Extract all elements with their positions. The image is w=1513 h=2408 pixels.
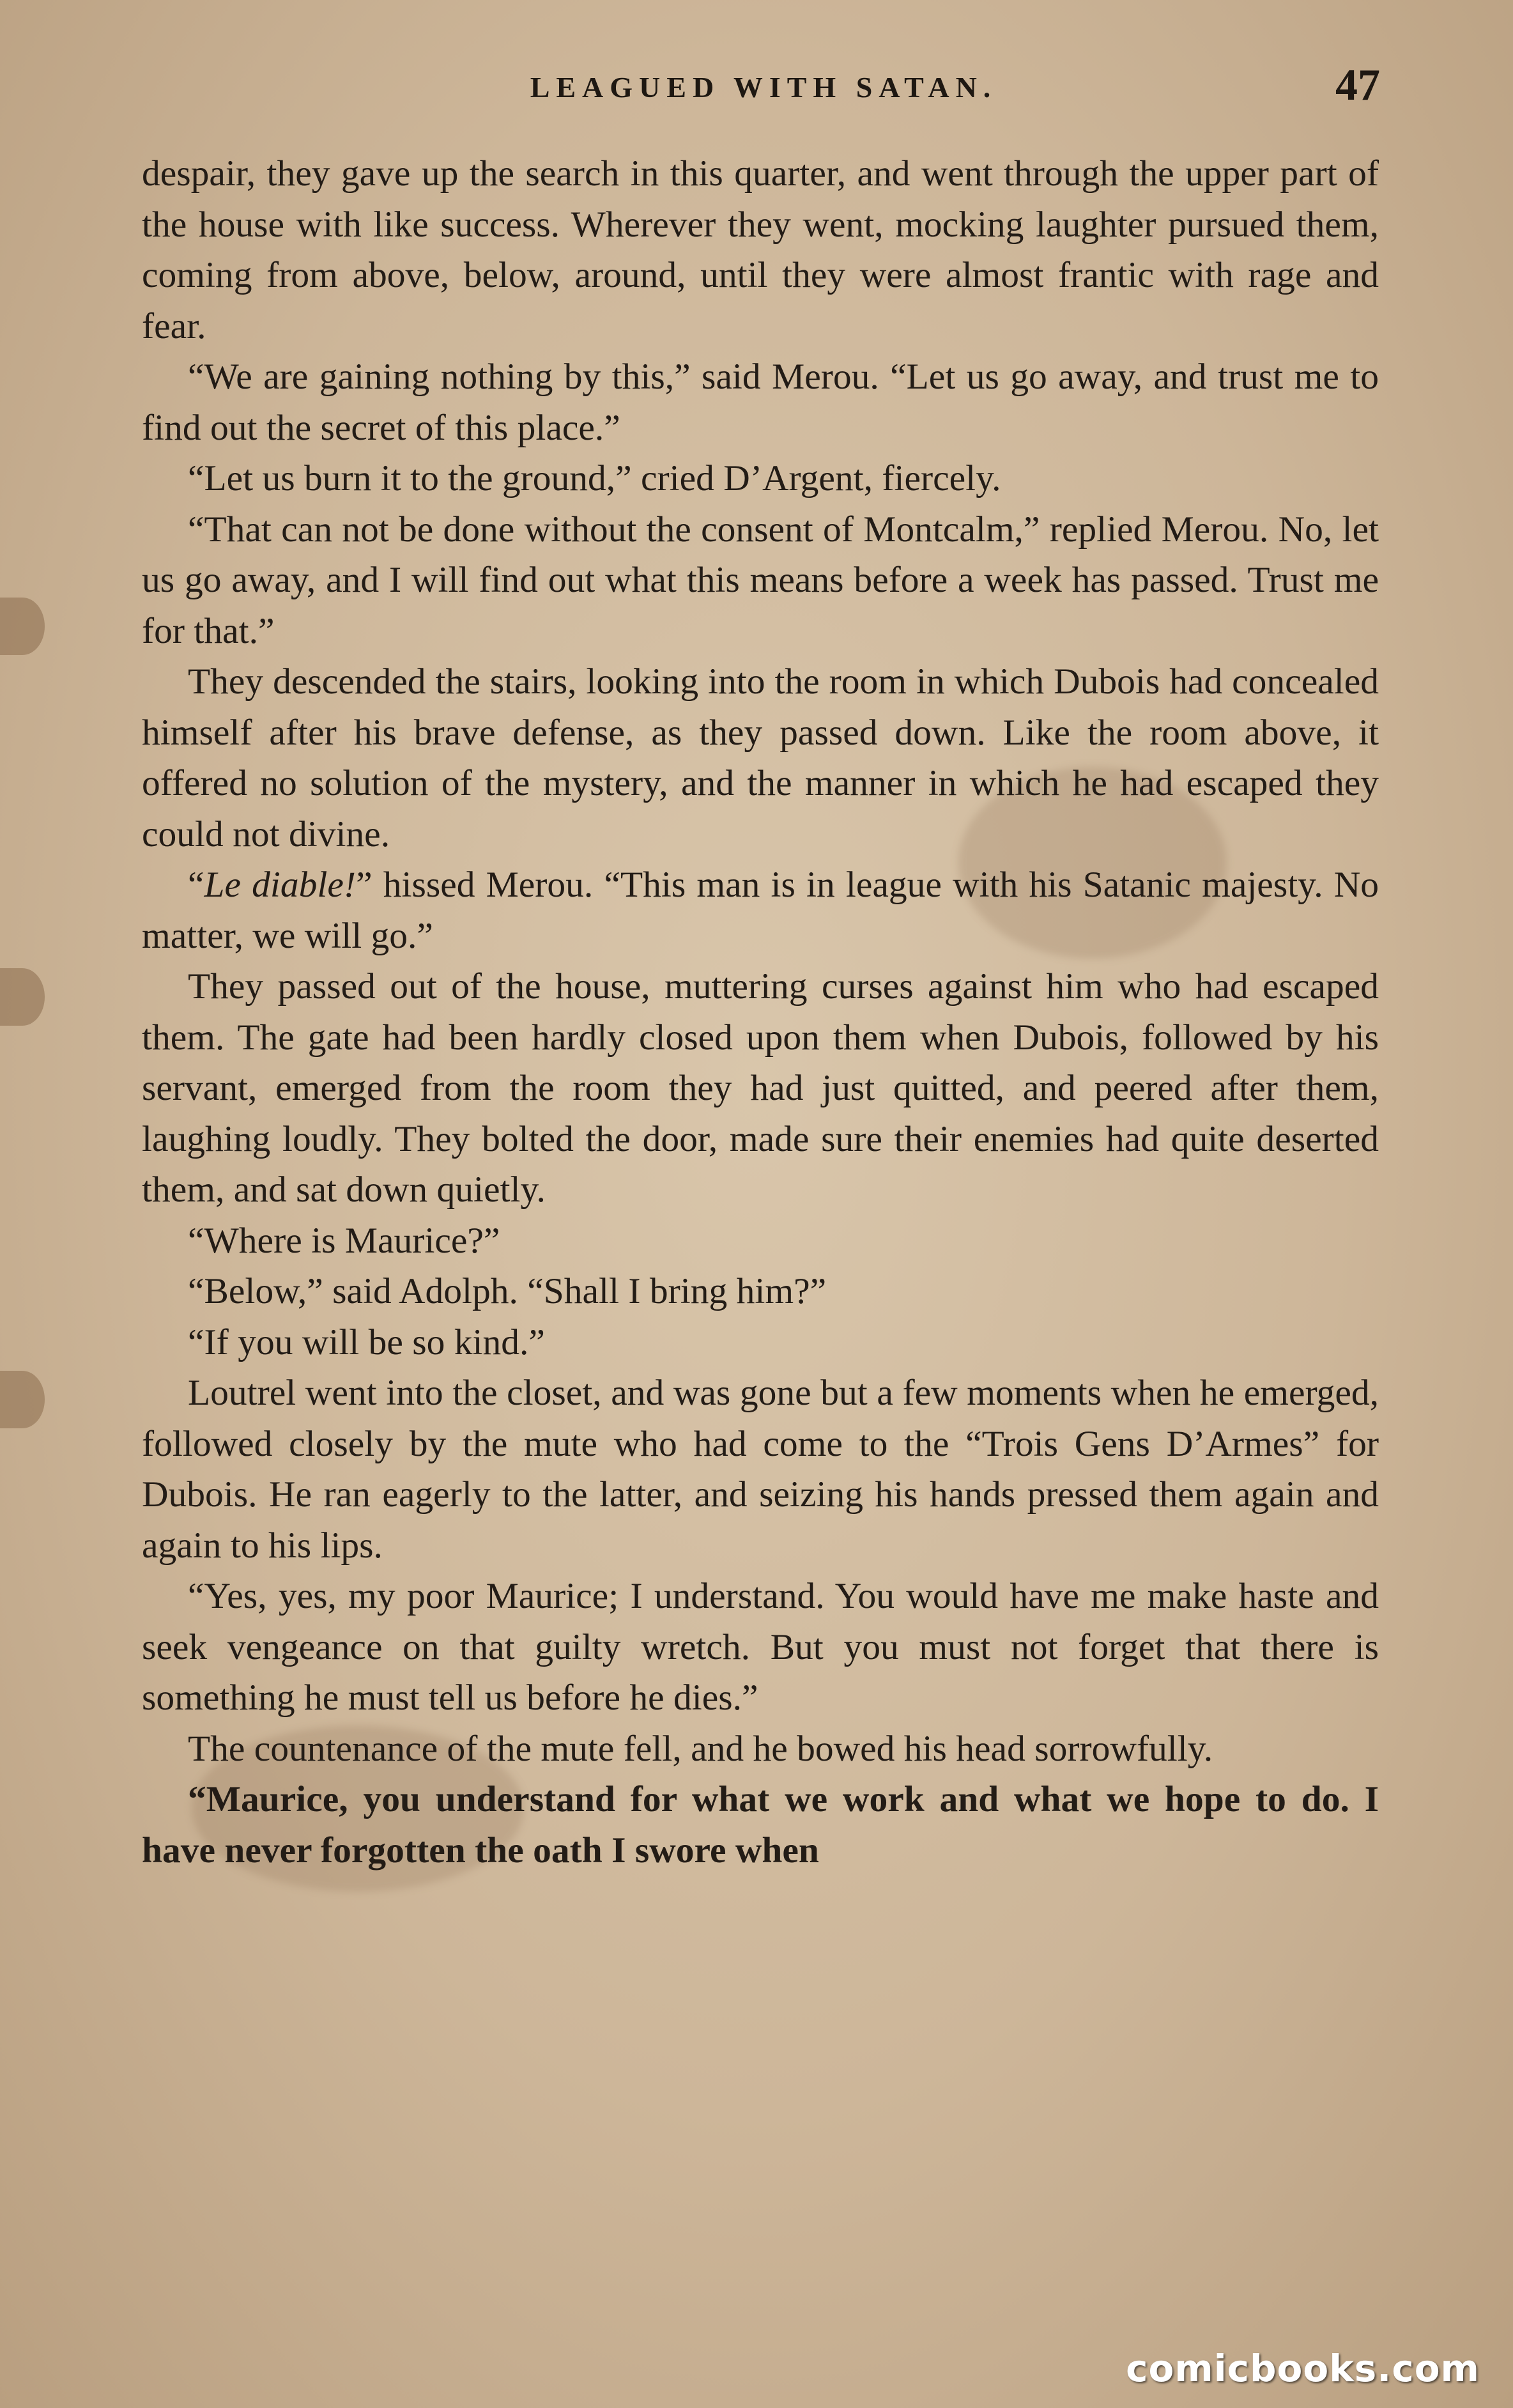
italic-phrase: Le diable! [204,865,357,905]
paragraph: They descended the stairs, looking into the room in which Dubois had concealed himself after his brave defense, as they passed down. Like the room above, it offered no solution of the mystery, and the manner in which he had escaped they could not divine. [142,661,1379,854]
paragraph: Loutrel went into the closet, and was gone but a few moments when he emerged, followed closely by the mute who had come to the “Trois Gens D’Armes” for Dubois. He ran eagerly to the latter, and seizing his hands pressed them again and again to his lips. [142,1373,1379,1566]
paragraph: “Let us burn it to the ground,” cried D’Argent, fiercely. [188,458,1001,498]
paragraph-rest: ” hissed Merou. “This man is in league with his Satanic majesty. No matter, we will go.” [142,865,1379,956]
page-edge-tear [0,1371,45,1428]
body-text [142,148,1379,1876]
paragraph: They passed out of the house, muttering curses against him who had escaped them. The gate had been hardly closed upon them when Dubois, followed by his servant, emerged from the room they had just quitted, and peered after them, laughing loudly. They bolted the door, made sure their enemies had quite deserted them, and sat down quietly. [142,966,1379,1210]
page-header [147,61,1380,121]
running-title: LEAGUED WITH SATAN. [530,71,997,104]
paragraph: “If you will be so kind.” [188,1322,545,1362]
page-edge-tear [0,598,45,655]
paragraph: “Where is Maurice?” [188,1220,500,1261]
paragraph: “Le diable!” hissed Merou. “This man is in league with his Satanic majesty. No matter, we will go.” [142,865,1379,956]
paragraph: “Maurice, you understand for what we work and what we hope to do. I have never forgotten the oath I swore when [142,1779,1379,1871]
paragraph: The countenance of the mute fell, and he bowed his head sorrowfully. [188,1728,1213,1769]
page-number: 47 [1335,61,1380,110]
page-edge-tear [0,968,45,1026]
paragraph: “We are gaining nothing by this,” said Merou. “Let us go away, and trust me to find out the secret of this place.” [142,357,1379,448]
watermark: comicbooks.com [1126,2347,1480,2390]
paragraph: despair, they gave up the search in this quarter, and went through the upper part of the house with like success. Wherever they went, mocking laughter pursued them, coming from above, below, around, until they were almost frantic with rage and fear. [142,153,1379,346]
paragraph: “Yes, yes, my poor Maurice; I understand. You would have me make haste and seek vengeance on that guilty wretch. But you must not forget that there is something he must tell us before he dies.” [142,1576,1379,1718]
paragraph: “That can not be done without the consent of Montcalm,” replied Merou. No, let us go away, and I will find out what this means before a week has passed. Trust me for that.” [142,509,1379,651]
paragraph: “Below,” said Adolph. “Shall I bring him?” [188,1271,827,1311]
